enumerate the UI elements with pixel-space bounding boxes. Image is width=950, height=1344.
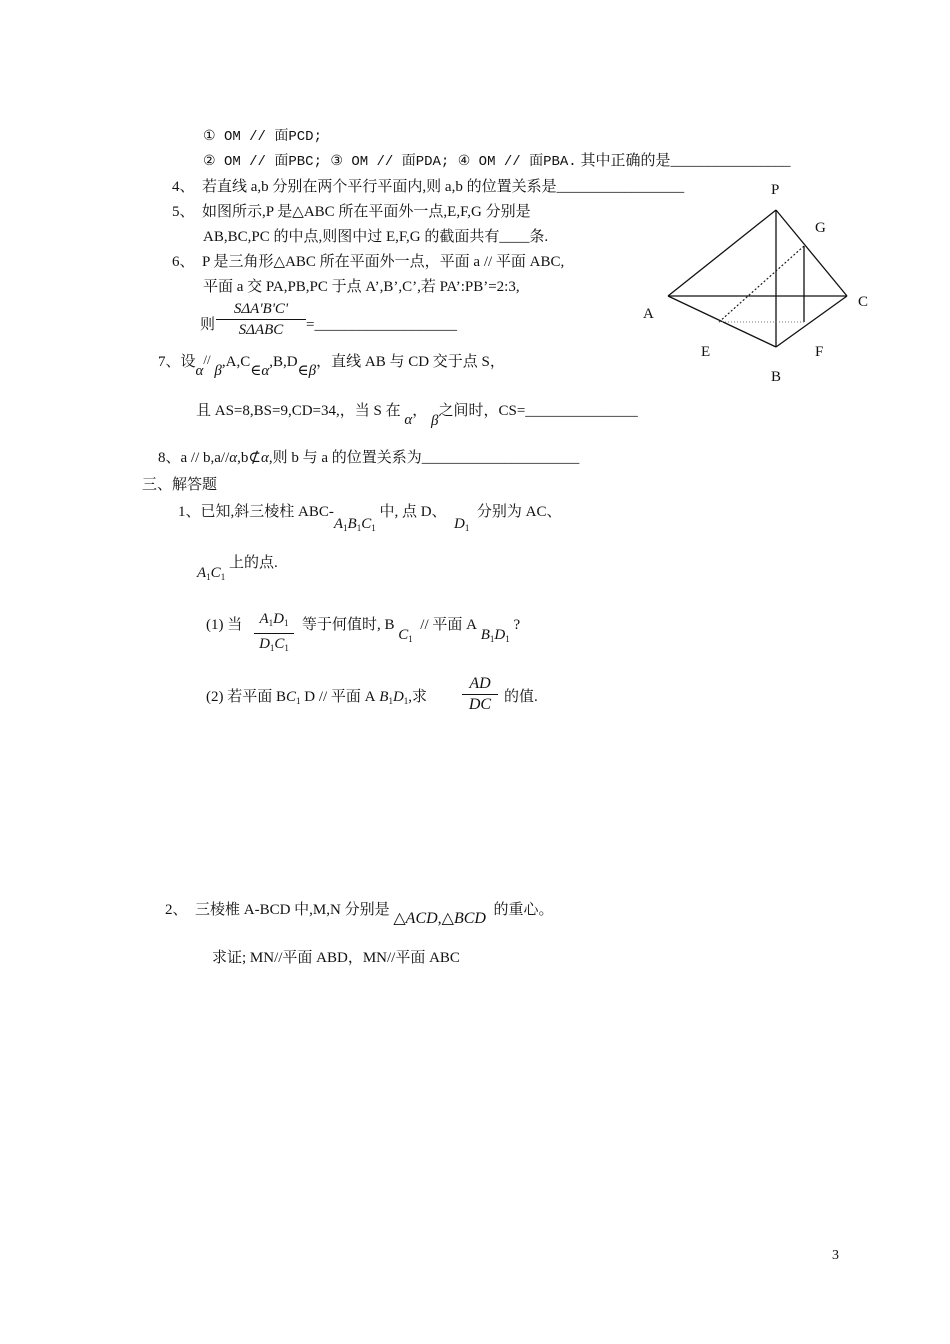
question-5-line-1 xyxy=(172,202,531,222)
p2-triangles: △ACD,△BCD xyxy=(393,910,486,927)
p1-d1: $D_1$ xyxy=(454,516,470,533)
tetrahedron-figure xyxy=(630,170,890,400)
q7-alpha-3: α xyxy=(404,412,413,428)
q7-ac: ,A,C xyxy=(221,354,251,370)
question-7-line-1 xyxy=(158,352,505,379)
edge-ab xyxy=(668,296,776,347)
p2-tail: 的重心。 xyxy=(493,902,554,918)
q6-answer-blank: =___________________ xyxy=(306,317,457,333)
p2-number: 2、 xyxy=(165,902,188,918)
p1-part1-text1: 等于何值时, B xyxy=(302,617,395,633)
label-e: E xyxy=(701,344,711,360)
p1-sub: 1 xyxy=(343,523,348,533)
p1-b: B xyxy=(347,516,357,532)
p1-mid: 中, 点 D、 xyxy=(379,504,447,520)
q4-text: 若直线 a,b 分别在两个平行平面内,则 a,b 的位置关系是_________________ xyxy=(202,179,685,195)
question-4 xyxy=(172,177,684,197)
q6-prefix: 则 xyxy=(200,317,216,333)
q7-tail: ，直线 AB 与 CD 交于点 S， xyxy=(316,354,505,370)
p1-part1-fraction xyxy=(254,609,294,658)
p1-sub: 1 xyxy=(371,523,376,533)
p1-part2-numerator: AD xyxy=(469,675,491,692)
edge-pa xyxy=(668,210,776,296)
q8-tail: ,则 b 与 a 的位置关系为_____________________ xyxy=(268,450,580,466)
q8-head: 8、a // b,a// xyxy=(158,450,230,466)
p1-part2-text2: ,求 xyxy=(408,689,428,705)
label-p: P xyxy=(771,182,780,198)
q7-alpha-2: α xyxy=(261,363,270,379)
q5-text-2: AB,BC,PC 的中点,则图中过 E,F,G 的截面共有____条. xyxy=(203,229,549,245)
q3-option-1: ① OM // 面PCD; xyxy=(203,129,322,145)
q7-in-symbol: ∈ xyxy=(250,363,262,379)
q7-parallel: // xyxy=(203,352,211,367)
q7-number: 7、设 xyxy=(158,354,196,370)
p1-part1-text2: // 平面 A xyxy=(420,617,477,633)
p2-text: 三棱椎 A-BCD 中,M,N 分别是 xyxy=(195,902,390,918)
q7-bd: ,B,D xyxy=(269,354,298,370)
p1-part2-denominator: DC xyxy=(468,696,492,713)
p1-part2-b1d1: $B_1D_1$ xyxy=(379,689,409,706)
label-f: F xyxy=(815,344,824,360)
p1-a: A xyxy=(333,516,344,532)
p1-part1-text xyxy=(302,615,521,644)
p1-part2-c1: $C_1$ xyxy=(286,689,301,706)
p1-part2-fraction xyxy=(462,674,498,715)
p1-part1-label: (1) 当 xyxy=(206,617,243,633)
q7-beta-2: β xyxy=(308,363,317,379)
section-3-title: 三、解答题 xyxy=(142,477,218,493)
q7-beta-3: β xyxy=(430,413,439,429)
p1-part2 xyxy=(206,687,427,711)
p1-line2-tail: 上的点. xyxy=(228,555,278,571)
q7-in-symbol-2: ∈ xyxy=(297,363,309,379)
question-7-line-2 xyxy=(196,401,638,429)
q3-answer-blank: 其中正确的是________________ xyxy=(580,153,791,169)
page-number: 3 xyxy=(832,1248,839,1263)
label-g: G xyxy=(815,220,826,236)
q7-comma: ， xyxy=(412,403,428,419)
q3-options-2-4 xyxy=(203,151,790,172)
q6-text-2: 平面 a 交 PA,PB,PC 于点 A’,B’,C’,若 PA’:PB’=2:3, xyxy=(203,279,520,295)
q7-beta: β xyxy=(214,363,222,379)
p1-part2-text1: D // 平面 A xyxy=(304,689,376,705)
q6-text-1: P 是三角形△ABC 所在平面外一点，平面 a // 平面 ABC, xyxy=(202,254,565,270)
problem-1-line-1 xyxy=(178,502,562,533)
p1-part2-label: (2) 若平面 B xyxy=(206,689,286,705)
label-b: B xyxy=(771,369,782,385)
p1-sub: 1 xyxy=(356,523,362,533)
p1-part1-text3: ? xyxy=(513,617,521,633)
q6-area-ratio-fraction xyxy=(216,299,306,340)
q8-alpha: α xyxy=(229,450,238,466)
p1-prism-top xyxy=(334,516,376,532)
p1-c: C xyxy=(361,516,372,532)
q7-alpha: α xyxy=(195,363,204,379)
q5-number: 5、 xyxy=(172,204,195,220)
question-6-line-1 xyxy=(172,252,564,272)
p1-part1-denominator: $D_1C_1$ xyxy=(259,636,289,653)
q6-fraction-numerator: SΔA'B'C' xyxy=(233,301,289,317)
p1-head: 1、已知,斜三棱柱 ABC- xyxy=(178,504,334,520)
problem-1-line-2 xyxy=(197,553,278,582)
q8-mid: ,b xyxy=(237,450,249,466)
q6-fraction-denominator: SΔABC xyxy=(238,322,284,338)
p1-part1-numerator: $A_1D_1$ xyxy=(259,611,289,628)
q3-options-text: ② OM // 面PBC; ③ OM // 面PDA; ④ OM // 面PBA. xyxy=(203,154,577,170)
label-a: A xyxy=(643,306,654,322)
section-line-eg xyxy=(719,246,804,322)
question-8 xyxy=(158,448,579,468)
p1-part1-b1d1: $B_1D_1$ xyxy=(480,627,510,644)
q7-line2-head: 且 AS=8,BS=9,CD=34,，当 S 在 xyxy=(196,403,401,419)
p1-tail: 分别为 AC、 xyxy=(476,504,562,520)
problem-2 xyxy=(165,900,554,927)
q6-number: 6、 xyxy=(172,254,195,270)
q4-number: 4、 xyxy=(172,179,195,195)
q7-line2-tail: 之间时，CS=_______________ xyxy=(438,403,638,419)
p1-part2-tail: 的值. xyxy=(504,689,538,705)
p1-part1-c1: $C_1$ xyxy=(398,627,413,644)
q8-not-subset: ⊄ xyxy=(248,450,261,466)
edge-cb xyxy=(776,296,847,347)
p2-proof: 求证; MN//平面 ABD，MN//平面 ABC xyxy=(212,950,460,966)
edge-pc xyxy=(776,210,847,296)
p1-segment-a1c1: $A_1C_1$ xyxy=(197,565,226,582)
q8-alpha-2: α xyxy=(260,450,269,466)
q5-text-1: 如图所示,P 是△ABC 所在平面外一点,E,F,G 分别是 xyxy=(202,204,531,220)
label-c: C xyxy=(858,294,869,310)
